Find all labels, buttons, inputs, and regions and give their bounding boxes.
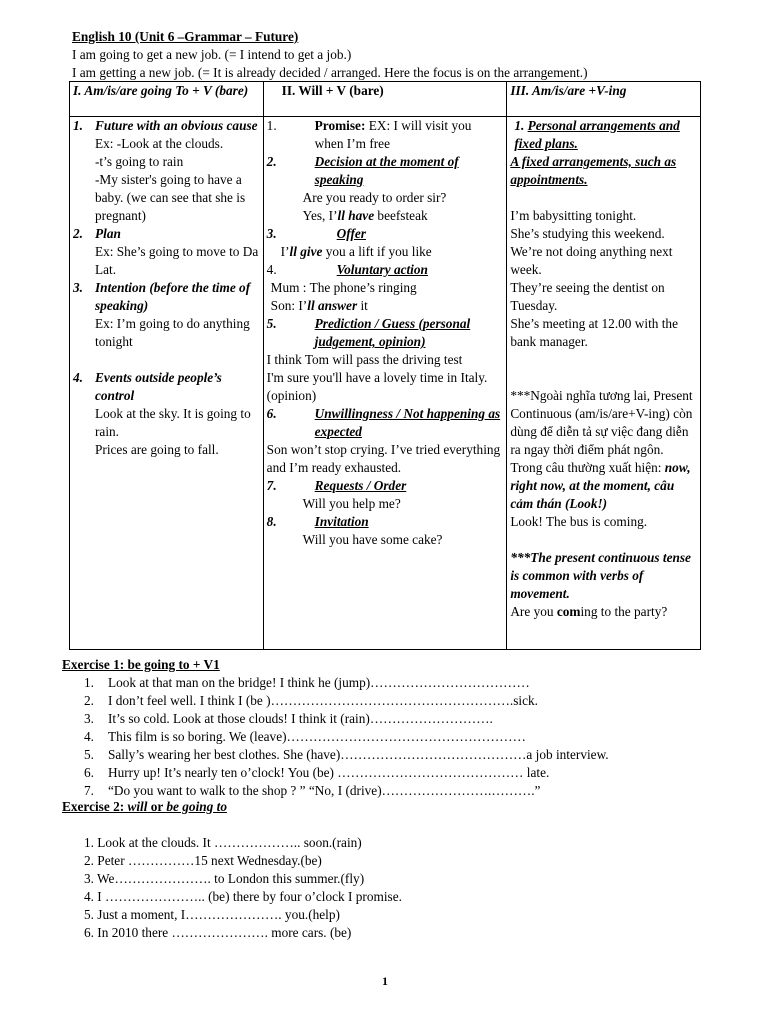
list-item: 6. Hurry up! It’s nearly ten o’clock! You (be) …………………………………… late. <box>84 765 550 780</box>
list-item: 2. Peter ……………15 next Wednesday.(be) <box>84 853 322 868</box>
header-will: II. Will + V (bare) <box>263 82 507 117</box>
list-item: 3. We…………………. to London this summer.(fly) <box>84 871 365 886</box>
will-decision: 2. Decision at the moment of speaking <box>266 154 459 187</box>
pc-note-movement: ***The present continuous tense is common with verbs of movement. <box>510 550 691 601</box>
list-item: 4. This film is so boring. We (leave)……………………………………………… <box>84 729 526 744</box>
going-to-item-4: 4. Events outside people’s control Look at the sky. It is going to rain. Prices are going to fall. <box>73 369 260 459</box>
pc-example: We’re not doing anything next week. <box>510 244 673 277</box>
will-prediction: 5. Prediction / Guess (personal judgement, opinion) <box>266 316 471 349</box>
item-heading: Future with an obvious cause <box>95 118 258 133</box>
going-to-item-1: 1. Future with an obvious cause Ex: -Look at the clouds. -t’s going to rain -My sister's going to have a baby. (we can see that she is pregnant) <box>73 117 260 225</box>
will-promise: 1. Promise: EX: I will visit you when I’m free <box>266 118 472 151</box>
going-to-item-3: 3. Intention (before the time of speaking) Ex: I’m going to do anything tonight <box>73 279 260 351</box>
list-item: 5. Just a moment, I…………………. you.(help) <box>84 907 340 922</box>
header-present-continuous: III. Am/is/are +V-ing <box>507 82 701 117</box>
col-going-to <box>70 117 264 650</box>
col-will: 1. Promise: EX: I will visit you when I’m free 2. Decision at the moment of speaking Are you ready to order sir? Yes, I’ll have beefsteak 3. Offer I’ll give you a lift if you like 4. Voluntary action Mum : The phone’s ringing Son: I’ll answer it 5. Prediction / Guess (personal judgement, opinion) I think Tom will pass the driving test I'm sure you'll have a lovely time in Italy. (opinion) 6. Unwillingness / Not happening as expected Son won’t stop crying. I’ve tried everything and I’m ready exhausted. 7. Requests / Order Will you help me? 8. Invitation Will you have some cake? <box>263 117 507 650</box>
pc-example: She’s studying this weekend. <box>510 226 665 241</box>
will-requests: 7. Requests / Order <box>266 478 407 493</box>
grammar-table <box>69 81 701 650</box>
intro-line-2: I am getting a new job. (= It is already decided / arranged. Here the focus is on the arrangement.) <box>72 65 588 80</box>
pc-heading-1: 1. Personal arrangements and fixed plans. <box>514 118 680 151</box>
list-item: 1. Look at that man on the bridge! I think he (jump)……………………………… <box>84 675 530 690</box>
col-present-continuous: 1. Personal arrangements and fixed plans. A fixed arrangements, such as appointments. I’m babysitting tonight. She’s studying this weekend. We’re not doing anything next week. They’re seeing the dentist on Tuesday. She’s meeting at 12.00 with the bank manager. ***Ngoài nghĩa tương lai, Present Continuous (am/is/are+V-ing) còn dùng để diễn tả sự việc đang diễn ra ngay thời điểm phát ngôn. Trong câu thường xuất hiện: now, right now, at the moment, câu cảm thán (Look!) Look! The bus is coming. ***The present continuous tense is common with verbs of movement. Are you coming to the party? <box>507 117 701 650</box>
pc-heading-2: A fixed arrangements, such as appointments. <box>510 154 677 187</box>
will-offer: 3. Offer <box>266 226 366 241</box>
list-item: 1. Look at the clouds. It ……………….. soon.(rain) <box>84 835 362 850</box>
page-title: English 10 (Unit 6 –Grammar – Future) <box>72 29 299 44</box>
page-number: 1 <box>382 974 388 988</box>
list-item: 3. It’s so cold. Look at those clouds! I think it (rain)………………………. <box>84 711 493 726</box>
item-heading: Plan <box>95 226 121 241</box>
exercise-1-list <box>84 674 609 800</box>
item-heading: Events outside people’s control <box>95 370 222 403</box>
list-item: 6. In 2010 there …………………. more cars. (be) <box>84 925 352 940</box>
will-voluntary: 4. Voluntary action <box>266 262 428 277</box>
pc-example: She’s meeting at 12.00 with the bank manager. <box>510 316 678 349</box>
list-item: 5. Sally’s wearing her best clothes. She (have)……………………………………a job interview. <box>84 747 609 762</box>
pc-example: I’m babysitting tonight. <box>510 208 637 223</box>
pc-note-vietnamese: ***Ngoài nghĩa tương lai, Present Continuous (am/is/are+V-ing) còn dùng để diễn tả sự việc đang diễn ra ngay thời điểm phát ngôn. Trong câu thường xuất hiện: now, right now, at the moment, câu cảm thán (Look!) <box>510 388 693 511</box>
exercise-2-list <box>84 834 402 942</box>
list-item: 7. “Do you want to walk to the shop ? ” “No, I (drive)…………………….……….” <box>84 783 541 798</box>
header-going-to: I. Am/is/are going To + V (bare) <box>70 82 264 117</box>
intro-line-1: I am going to get a new job. (= I intend to get a job.) <box>72 47 352 62</box>
list-item: 2. I don’t feel well. I think I (be )……………………………………………….sick. <box>84 693 538 708</box>
exercise-1-title: Exercise 1: be going to + V1 <box>62 657 220 672</box>
item-heading: Intention (before the time of speaking) <box>95 280 251 313</box>
list-item: 4. I ………………….. (be) there by four o’clock I promise. <box>84 889 402 904</box>
exercise-2-title: Exercise 2: will or be going to <box>62 799 227 814</box>
going-to-item-2: 2. Plan Ex: She’s going to move to Da Lat. <box>73 226 259 277</box>
will-invitation: 8. Invitation <box>266 514 369 529</box>
pc-example: They’re seeing the dentist on Tuesday. <box>510 280 665 313</box>
will-unwillingness: 6. Unwillingness / Not happening as expected <box>266 406 501 439</box>
